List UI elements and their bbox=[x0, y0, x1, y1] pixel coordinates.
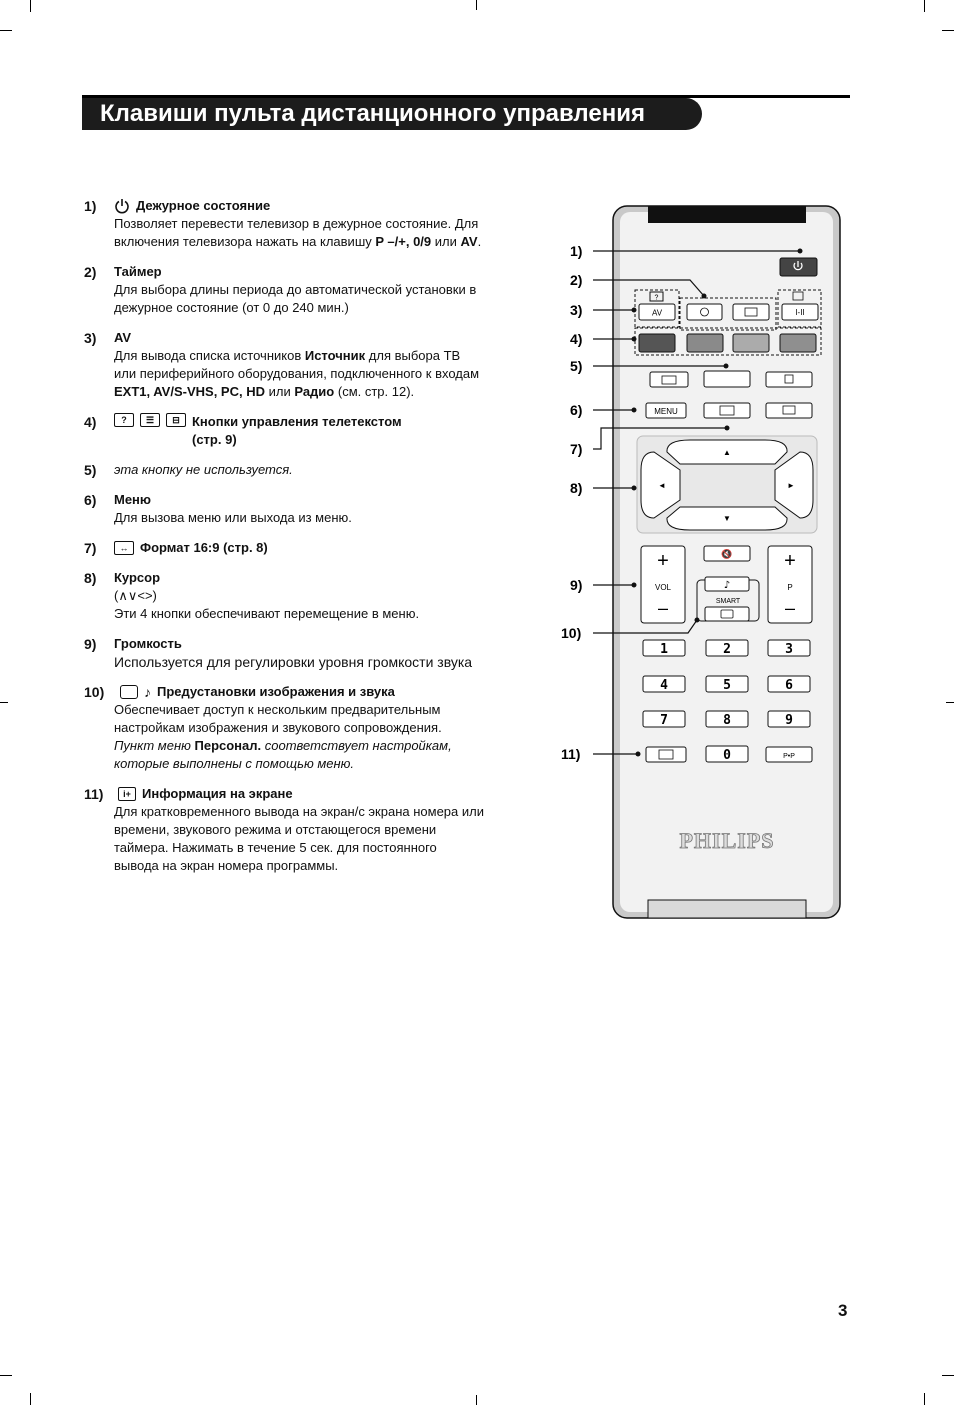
item-number: 7) bbox=[84, 540, 97, 556]
item-heading: AV bbox=[114, 330, 132, 345]
callout-label: 1) bbox=[570, 243, 583, 259]
item-heading: Курсор bbox=[114, 570, 161, 585]
crop-mark bbox=[942, 30, 954, 31]
digit-label: 6 bbox=[785, 678, 793, 693]
page-title: Клавиши пульта дистанционного управления bbox=[82, 98, 702, 130]
item-number: 11) bbox=[84, 786, 104, 802]
item-description: (∧∨<>) Эти 4 кнопки обеспечивают перемещение в меню. bbox=[114, 588, 420, 621]
digit-label: 8 bbox=[723, 713, 731, 728]
list-item bbox=[84, 635, 484, 671]
item-description: Для вывода списка источников Источник для выбора ТВ или периферийного оборудования, подключенного к входам EXT1, AV/S-VHS, PC, HD или Радио (см. стр. 12). bbox=[114, 348, 480, 399]
smart-picture-button bbox=[705, 607, 749, 621]
callout-label: 11) bbox=[561, 746, 581, 762]
music-note-icon: ♪ bbox=[144, 684, 151, 700]
crop-mark bbox=[0, 1375, 12, 1376]
callout-label: 10) bbox=[561, 625, 582, 641]
callout-label: 7) bbox=[570, 441, 583, 457]
timer-button bbox=[687, 304, 722, 320]
hold-button bbox=[766, 372, 812, 387]
brand-logo: PHILIPS bbox=[679, 828, 775, 853]
pip-button bbox=[650, 372, 688, 387]
item-number: 5) bbox=[84, 462, 97, 478]
item-number: 1) bbox=[84, 198, 97, 214]
crop-mark bbox=[924, 1393, 925, 1405]
format-icon: ↔ bbox=[114, 541, 134, 555]
item-heading: Формат 16:9 (стр. 8) bbox=[140, 540, 268, 555]
item-heading: Громкость bbox=[114, 636, 182, 651]
digit-label: 7 bbox=[660, 713, 668, 728]
callout-label: 3) bbox=[570, 302, 583, 318]
crop-mark bbox=[476, 1395, 477, 1405]
pp-label: P•P bbox=[783, 753, 795, 760]
callout-label: 9) bbox=[570, 577, 583, 593]
item-heading: Информация на экране bbox=[142, 786, 293, 801]
item-description: Обеспечивает доступ к нескольким предварительным настройкам изображения и звукового сопровождения. Пункт меню Персонал. соответствует настройкам, которые выполнены с помощью меню. bbox=[114, 702, 452, 771]
svg-text:?: ? bbox=[654, 294, 659, 302]
item-description: Позволяет перевести телевизор в дежурное состояние. Для включения телевизора нажать на клавишу P –/+, 0/9 или AV. bbox=[114, 216, 482, 249]
unused-button bbox=[704, 371, 750, 387]
p-label: P bbox=[787, 583, 793, 592]
item-number: 6) bbox=[84, 492, 97, 508]
smart-label: SMART bbox=[715, 598, 741, 605]
crop-mark bbox=[30, 0, 31, 12]
crop-mark bbox=[30, 1393, 31, 1405]
digit-label: 3 bbox=[785, 642, 793, 657]
teletext-help-icon: ? bbox=[114, 413, 134, 427]
callout-label: 2) bbox=[570, 272, 583, 288]
callout-label: 4) bbox=[570, 331, 583, 347]
teletext-button bbox=[733, 304, 769, 320]
power-icon bbox=[114, 198, 130, 214]
item-heading: Дежурное состояние bbox=[136, 198, 271, 213]
crop-mark bbox=[942, 1375, 954, 1376]
teletext-mix-button bbox=[766, 403, 812, 418]
crop-mark bbox=[924, 0, 925, 12]
av-label: AV bbox=[651, 308, 663, 318]
teletext-list-icon: ☰ bbox=[140, 413, 160, 427]
digit-label: 2 bbox=[723, 642, 731, 657]
down-glyph: ▼ bbox=[723, 514, 731, 523]
digit-label: 4 bbox=[660, 678, 668, 693]
vol-plus: + bbox=[657, 550, 669, 572]
ir-window bbox=[648, 206, 806, 223]
key-descriptions bbox=[84, 197, 484, 875]
list-item bbox=[84, 413, 484, 449]
blue-button bbox=[780, 334, 816, 352]
yellow-button bbox=[733, 334, 769, 352]
callout-label: 6) bbox=[570, 402, 583, 418]
item-description: Для вызова меню или выхода из меню. bbox=[114, 510, 352, 525]
svg-text:♪: ♪ bbox=[723, 580, 731, 591]
item-number: 9) bbox=[84, 636, 97, 652]
page-number: 3 bbox=[838, 1301, 848, 1320]
up-glyph: ▲ bbox=[723, 448, 731, 457]
remote-illustration bbox=[560, 200, 860, 930]
item-number: 3) bbox=[84, 330, 97, 346]
info-button bbox=[646, 747, 686, 762]
crop-mark bbox=[946, 702, 954, 703]
callout-label: 5) bbox=[570, 358, 583, 374]
teletext-mix-icon: ⊟ bbox=[166, 413, 186, 427]
picture-icon bbox=[120, 685, 138, 699]
item-description: Используется для регулировки уровня громкости звука bbox=[114, 654, 473, 670]
list-item bbox=[84, 197, 484, 251]
battery-cover bbox=[648, 900, 806, 918]
item-description: Для кратковременного вывода на экран/с экрана номера или времени, звукового режима и отстающегося времени таймера. Нажимать в течение 5 сек. для постоянного вывода на экран номера программы. bbox=[114, 804, 484, 873]
list-item bbox=[84, 539, 484, 557]
red-button bbox=[639, 334, 675, 352]
green-button bbox=[687, 334, 723, 352]
p-minus: – bbox=[784, 598, 796, 618]
crop-mark bbox=[0, 30, 12, 31]
item-heading: Таймер bbox=[114, 264, 162, 279]
list-item bbox=[84, 461, 484, 479]
digit-label: 1 bbox=[660, 642, 668, 657]
vol-label: VOL bbox=[654, 583, 672, 592]
list-item bbox=[84, 491, 484, 527]
p-plus: + bbox=[784, 550, 796, 572]
crop-mark bbox=[476, 0, 477, 10]
item-description: Для выбора длины периода до автоматической установки в дежурное состояние (от 0 до 240 мин.) bbox=[114, 282, 477, 315]
digit-label: 5 bbox=[723, 678, 731, 693]
item-heading: Кнопки управления телетекстом (стр. 9) bbox=[192, 414, 402, 447]
item-number: 8) bbox=[84, 570, 97, 586]
list-item bbox=[84, 263, 484, 317]
crop-mark bbox=[0, 702, 8, 703]
vol-minus: – bbox=[657, 598, 669, 618]
item-number: 2) bbox=[84, 264, 97, 280]
menu-label: MENU bbox=[654, 407, 678, 416]
list-item bbox=[84, 569, 484, 623]
digit-label: 0 bbox=[723, 748, 731, 763]
item-number: 4) bbox=[84, 414, 97, 430]
list-item bbox=[84, 683, 484, 773]
right-glyph: ► bbox=[787, 481, 795, 490]
item-heading: Предустановки изображения и звука bbox=[157, 684, 395, 699]
list-item bbox=[84, 785, 484, 875]
list-item bbox=[84, 329, 484, 401]
svg-text:I-II: I-II bbox=[795, 308, 805, 317]
format-button bbox=[704, 403, 750, 418]
callout-label: 8) bbox=[570, 480, 583, 496]
left-glyph: ◄ bbox=[658, 481, 666, 490]
item-description: эта кнопку не используется. bbox=[114, 462, 293, 477]
svg-text:🔇: 🔇 bbox=[721, 550, 733, 560]
item-number: 10) bbox=[84, 684, 105, 700]
item-heading: Меню bbox=[114, 492, 152, 507]
info-icon: i+ bbox=[118, 787, 136, 801]
digit-label: 9 bbox=[785, 713, 793, 728]
